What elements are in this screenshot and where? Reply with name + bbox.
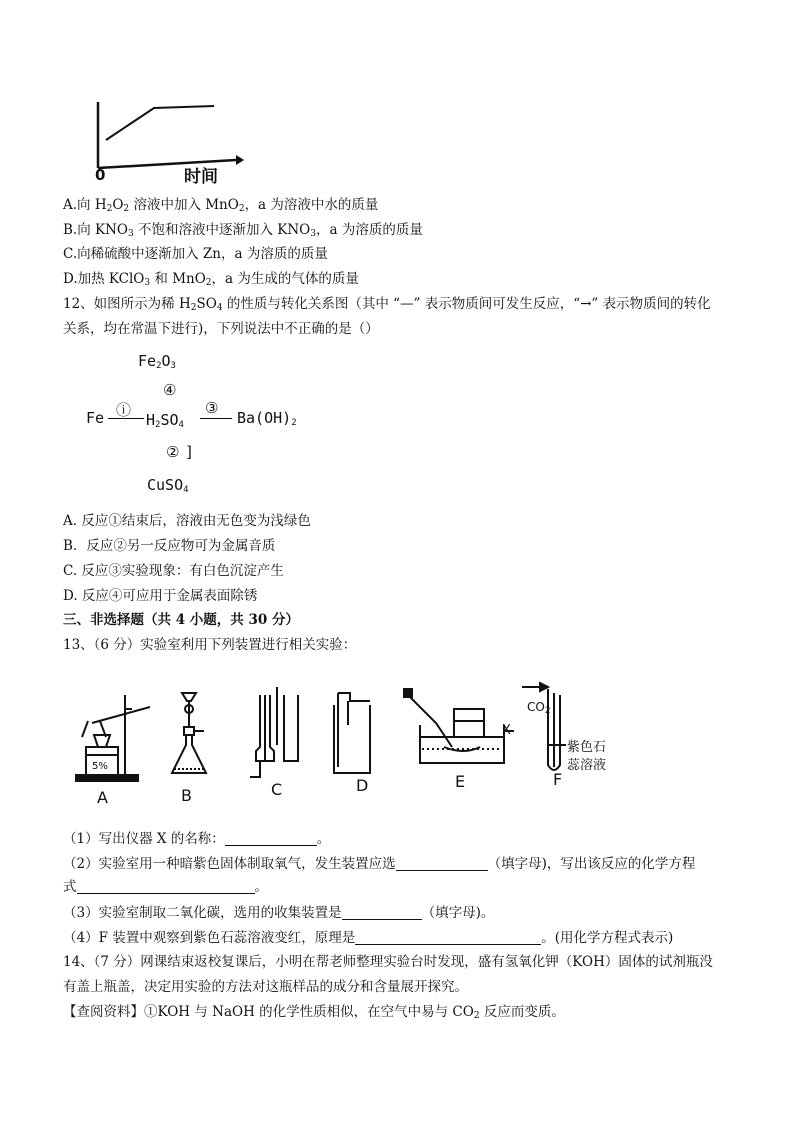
q13-part2-cont: 式 。: [63, 879, 268, 895]
label-f: F: [553, 770, 563, 789]
section-3-heading: 三、非选择题（共 4 小题，共 30 分）: [63, 612, 299, 628]
q11-option-c: C.向稀硫酸中逐渐加入 Zn，a 为溶质的质量: [63, 246, 328, 262]
label-b: B: [181, 786, 192, 805]
answer-blank-3[interactable]: [77, 879, 255, 894]
graph-curve: [106, 106, 214, 140]
svg-text:5%: 5%: [92, 761, 108, 772]
q12-option-c: C. 反应③实验现象：有白色沉淀产生: [63, 563, 284, 579]
answer-blank-4[interactable]: [342, 905, 422, 920]
apparatus-d: [334, 693, 370, 773]
reaction-4-label: ④: [163, 381, 177, 399]
apparatus-a: [76, 695, 150, 781]
answer-blank-2[interactable]: [396, 856, 488, 871]
q13-stem: 13、（6 分）实验室利用下列装置进行相关实验：: [63, 637, 357, 653]
graph-axis-label: 时间: [184, 167, 218, 187]
q13-part3: （3）实验室制取二氧化碳，选用的收集装置是 （填字母)。: [63, 905, 495, 921]
apparatus-e: [404, 689, 514, 763]
label-e: E: [455, 772, 466, 791]
link-fe-h2so4: [108, 418, 144, 419]
node-h2so4: $H_2SO_4$: [146, 411, 184, 430]
q11-option-d: D.加热 KClO$_3$ 和 MnO$_2$，a 为生成的气体的质量: [63, 271, 359, 288]
q11-option-b: B.向 $KNO_3$ 不饱和溶液中逐渐加入 $KNO_3$，a 为溶质的质量: [63, 222, 423, 239]
apparatus-b: [172, 693, 206, 773]
q12-option-b: B．反应②另一反应物可为金属音质: [63, 538, 276, 554]
node-cuso4: CuSO$_4$: [147, 476, 189, 495]
apparatus-f: [522, 683, 566, 770]
node-fe: Fe: [86, 409, 105, 427]
node-fe2o3: $Fe_2O_3$: [138, 352, 176, 371]
q13-part4: （4）F 装置中观察到紫色石蕊溶液变红，原理是 。(用化学方程式表示): [63, 930, 674, 946]
q12-stem-line1: 12、如图所示为稀 $H_2SO_4$ 的性质与转化关系图（其中 “—” 表示物质间可发生反应，“→” 表示物质间的转化: [63, 296, 711, 313]
label-a: A: [97, 788, 108, 807]
reaction-2-label: ②: [166, 443, 180, 461]
bracket-mark: ]: [185, 443, 195, 461]
q14-stem-line1: 14、（7 分）网课结束返校复课后，小明在帮老师整理实验台时发现，盛有氢氧化钾（KOH）固体的试剂瓶没: [63, 954, 713, 970]
q13-part2: （2）实验室用一种暗紫色固体制取氧气，发生装置应选 （填字母)，写出该反应的化学方程: [63, 856, 696, 872]
reaction-3-label: ③: [205, 399, 219, 417]
apparatus-c: [250, 687, 298, 777]
answer-blank-5[interactable]: [355, 930, 541, 945]
q14-stem-line2: 有盖上瓶盖，决定用实验的方法对这瓶样品的成分和含量展开探究。: [63, 979, 468, 995]
label-c: C: [271, 780, 283, 799]
q12-option-d: D. 反应④可应用于金属表面除锈: [63, 588, 258, 604]
q13-part1: （1）写出仪器 X 的名称： 。: [63, 831, 331, 847]
graph-origin: 0: [95, 166, 106, 184]
label-d: D: [356, 776, 369, 795]
f-note-line2: 蕊溶液: [567, 758, 607, 773]
q14-reference-info: 【查阅资料】①KOH 与 NaOH 的化学性质相似，在空气中易与 $CO_2$ 反应而变质。: [63, 1004, 565, 1021]
q11-graph: [88, 96, 248, 188]
label-x: X: [502, 723, 511, 738]
q12-option-a: A. 反应①结束后，溶液由无色变为浅绿色: [63, 513, 311, 529]
reaction-1-label: ⓘ: [116, 401, 132, 419]
q12-stem-line2: 关系，均在常温下进行)，下列说法中不正确的是（）: [63, 321, 379, 337]
link-h2so4-baoh2: [200, 418, 232, 419]
answer-blank-1[interactable]: [225, 831, 317, 846]
f-note-line1: 紫色石: [567, 740, 607, 755]
label-co2: $CO_2$: [527, 700, 551, 716]
q11-option-a: A.向 $H_2O_2$ 溶液中加入 MnO$_2$，a 为溶液中水的质量: [63, 197, 379, 214]
x-axis-arrow: [236, 155, 244, 165]
node-baoh2: $Ba(OH)_2$: [237, 409, 297, 428]
